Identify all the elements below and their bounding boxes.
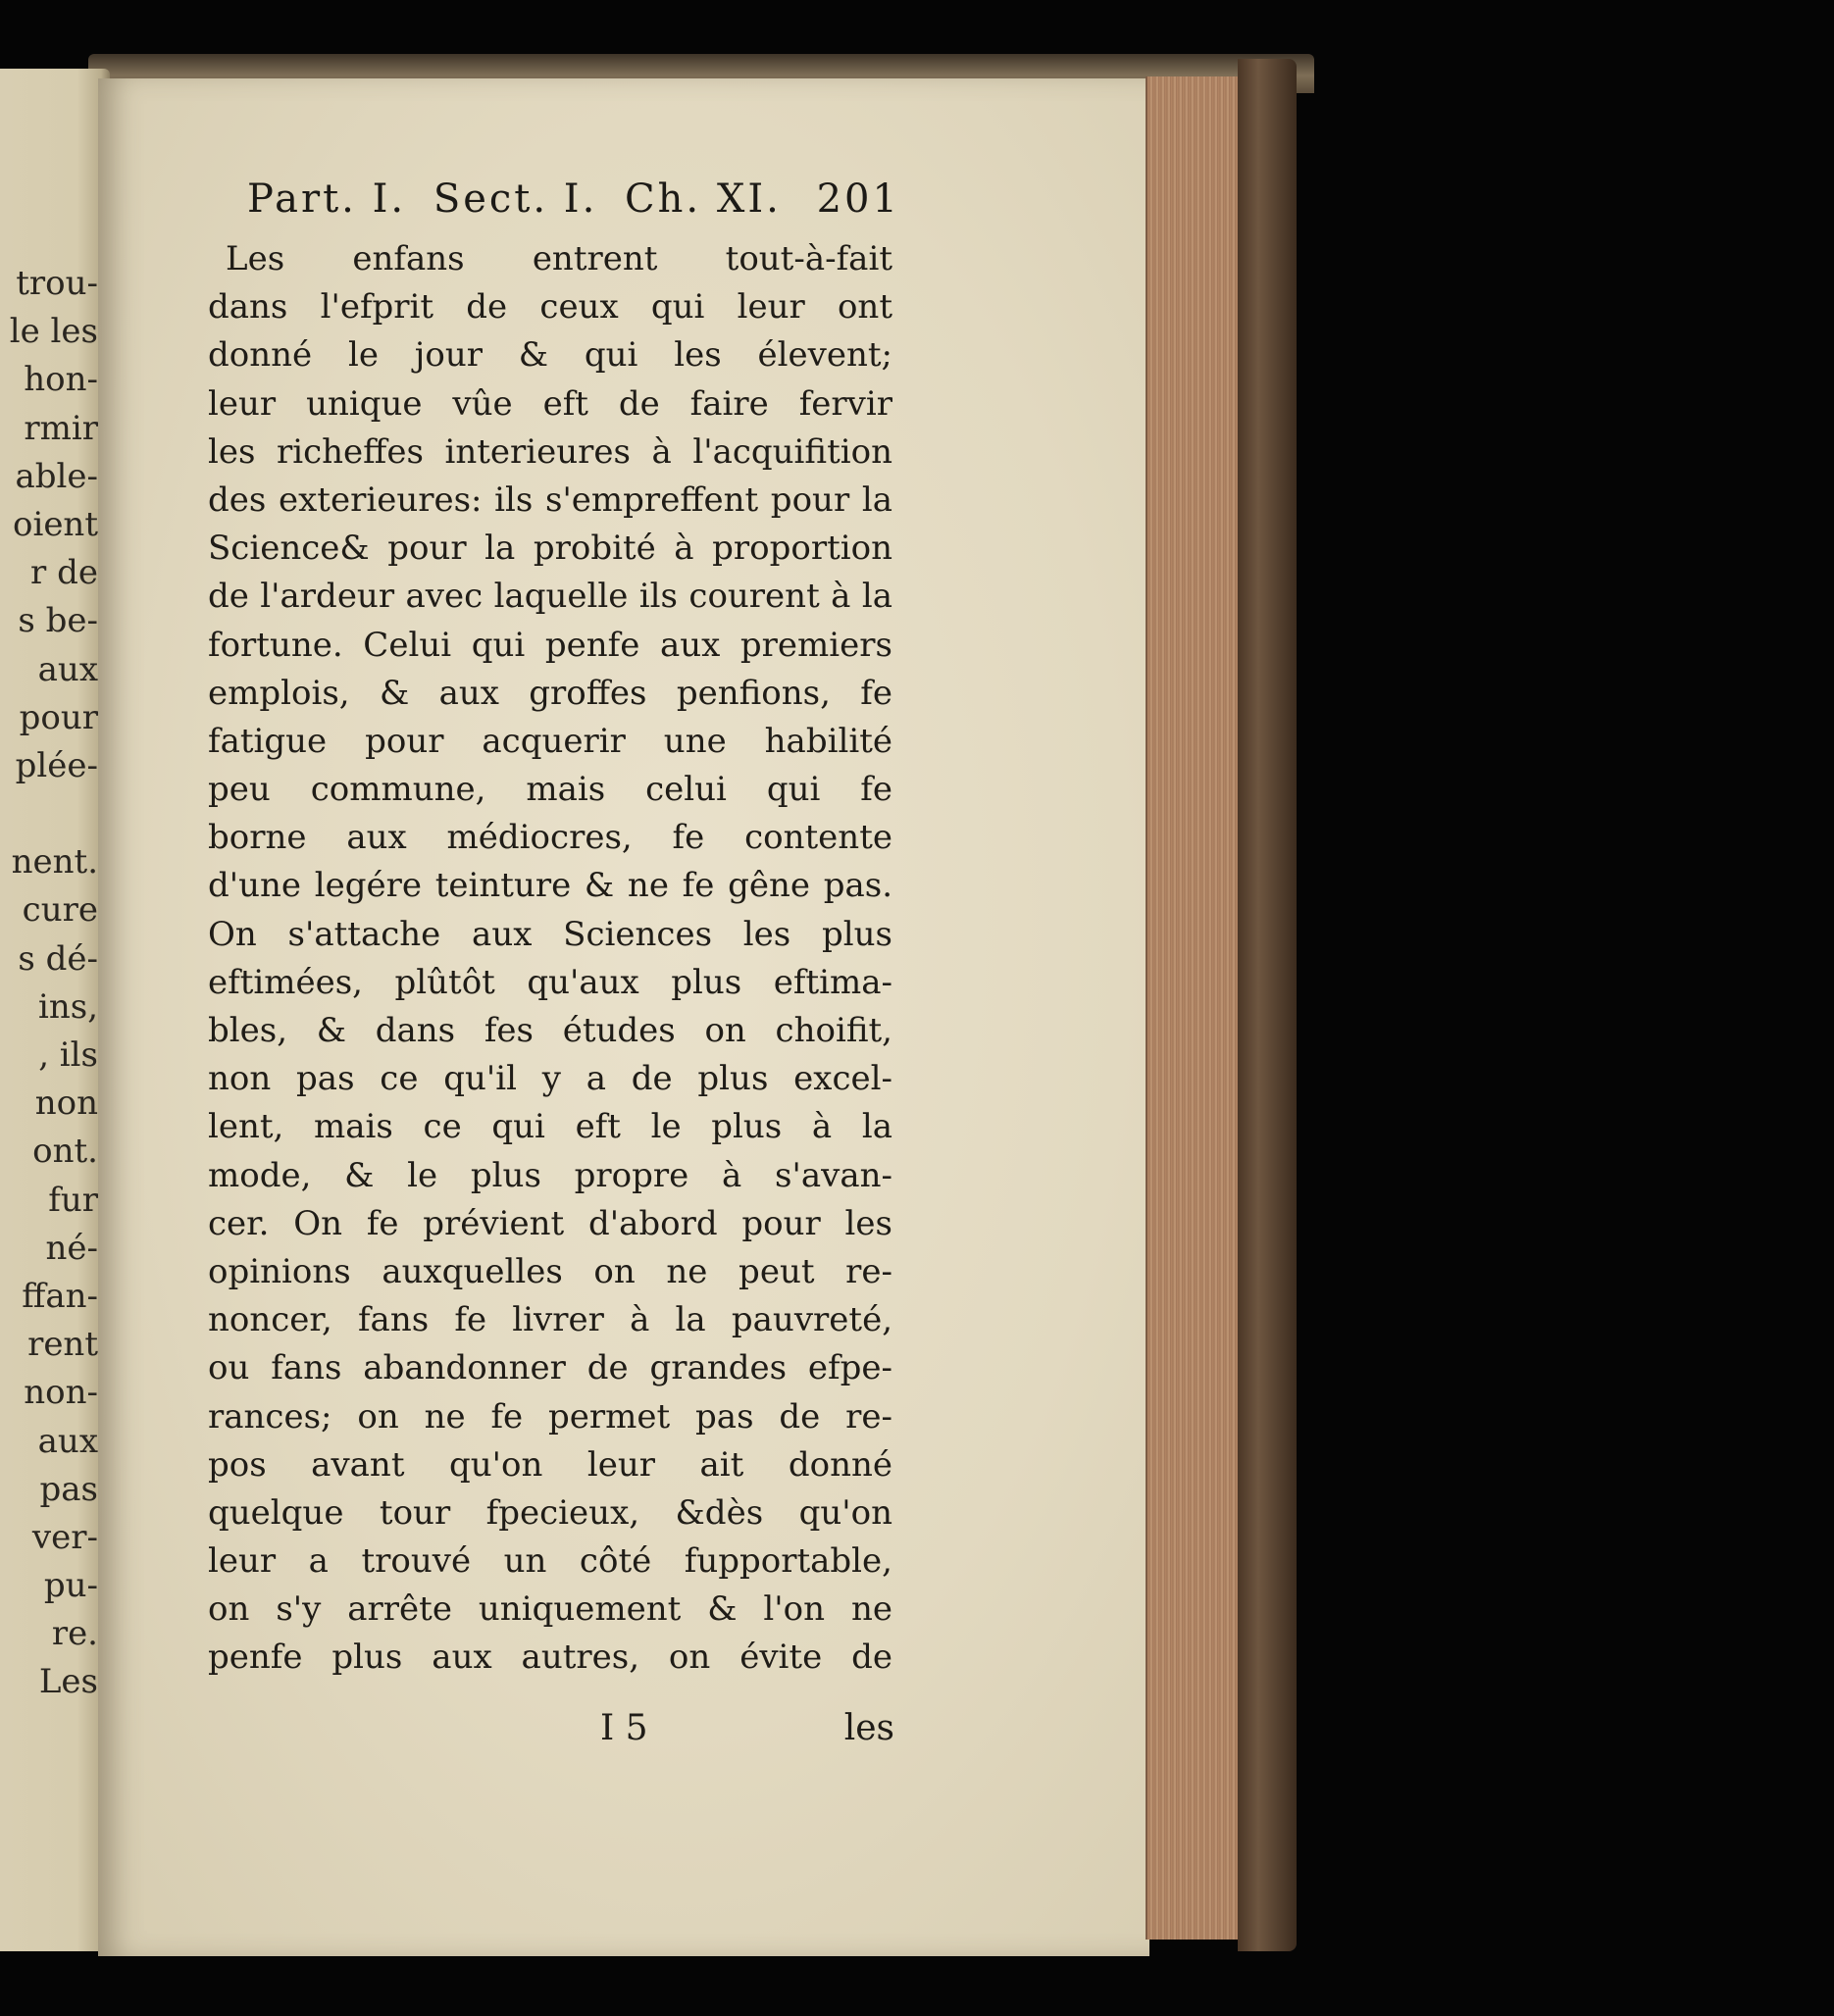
text-line: emplois, & aux groffes penfions, fe xyxy=(208,673,892,713)
text-line: eftimées, plûtôt qu'aux plus eftima- xyxy=(208,962,892,1002)
text-line: donné le jour & qui les élevent; xyxy=(208,335,892,376)
text-line: non pas ce qu'il y a de plus excel- xyxy=(208,1059,892,1099)
text-line: Science& pour la probité à proportion xyxy=(208,529,892,569)
left-line: le les xyxy=(9,312,98,352)
text-line: fortune. Celui qui penfe aux premiers xyxy=(208,625,892,665)
text-line: Les enfans entrent tout-à-fait xyxy=(226,239,892,278)
text-line: bles, & dans fes études on choifit, xyxy=(208,1011,892,1050)
left-line: rent xyxy=(27,1325,98,1365)
running-head-part: Part. I. xyxy=(247,176,407,222)
text-line: mode, & le plus propre à s'avan- xyxy=(208,1155,892,1195)
text-line: lent, mais ce qui eft le plus à la xyxy=(208,1107,892,1147)
left-line: hon- xyxy=(24,360,98,400)
text-line: de l'ardeur avec laquelle ils courent à la xyxy=(208,577,892,617)
left-line: able- xyxy=(15,456,98,496)
page-fore-edge xyxy=(1146,76,1241,1940)
page-body xyxy=(208,235,892,1683)
left-line: re. xyxy=(51,1614,98,1654)
running-head xyxy=(247,176,900,222)
text-line: opinions auxquelles on ne peut re- xyxy=(208,1251,892,1291)
left-line: ins, xyxy=(37,986,98,1027)
left-line: aux xyxy=(37,649,98,689)
left-line: non xyxy=(34,1084,98,1124)
text-line: quelque tour fpecieux, &dès qu'on xyxy=(208,1492,892,1533)
text-line: leur a trouvé un côté fupportable, xyxy=(208,1541,892,1582)
text-line: on s'y arrête uniquement & l'on ne xyxy=(208,1589,892,1630)
cover-edge xyxy=(1238,59,1297,1951)
left-line: r de xyxy=(30,553,98,593)
left-line: fur xyxy=(48,1180,98,1220)
left-line: , ils xyxy=(38,1035,98,1075)
text-line: On s'attache aux Sciences les plus xyxy=(208,914,892,954)
left-line: s dé- xyxy=(18,938,98,979)
left-line: plée- xyxy=(15,745,98,785)
page-number: 201 xyxy=(816,176,900,222)
text-line: cer. On fe prévient d'abord pour les xyxy=(208,1203,892,1243)
text-line: leur unique vûe eft de faire fervir xyxy=(208,383,892,424)
left-line: ffan- xyxy=(22,1276,98,1316)
left-line: nent. xyxy=(11,842,98,882)
catchword: les xyxy=(843,1708,894,1748)
text-line: dans l'efprit de ceux qui leur ont xyxy=(208,287,892,328)
left-line: ver- xyxy=(31,1517,98,1557)
text-line: d'une legére teinture & ne fe gêne pas. xyxy=(208,866,892,906)
text-line: noncer, fans fe livrer à la pauvreté, xyxy=(208,1300,892,1340)
running-head-chapter: Ch. XI. xyxy=(625,176,782,222)
left-line: aux xyxy=(37,1421,98,1461)
left-page xyxy=(0,69,110,1951)
text-line: fatigue pour acquerir une habilité xyxy=(208,721,892,761)
left-line: s be- xyxy=(18,601,98,641)
text-line: penfe plus aux autres, on évite de xyxy=(208,1638,892,1678)
text-line: les richeffes interieures à l'acquifition xyxy=(208,431,892,472)
left-line: pas xyxy=(39,1469,98,1509)
left-line: Les xyxy=(38,1662,98,1702)
text-line: des exterieures: ils s'empreffent pour la xyxy=(208,479,892,520)
left-line xyxy=(0,790,98,838)
left-line: oient xyxy=(12,504,98,544)
left-line: non- xyxy=(24,1373,98,1413)
left-line: trou- xyxy=(16,264,98,303)
left-line: ont. xyxy=(32,1132,98,1172)
text-line: rances; on ne fe permet pas de re- xyxy=(208,1396,892,1436)
left-line: pu- xyxy=(43,1566,98,1606)
left-line: cure xyxy=(22,890,98,931)
text-line: borne aux médiocres, fe contente xyxy=(208,818,892,858)
left-line: né- xyxy=(45,1228,98,1268)
text-line: peu commune, mais celui qui fe xyxy=(208,770,892,810)
left-page-text xyxy=(0,260,98,1707)
text-line: pos avant qu'on leur ait donné xyxy=(208,1444,892,1485)
text-line: ou fans abandonner de grandes efpe- xyxy=(208,1348,892,1388)
left-line: rmir xyxy=(24,408,98,448)
signature-mark: I 5 xyxy=(600,1708,648,1748)
running-head-section: Sect. I. xyxy=(433,176,598,222)
left-line: pour xyxy=(19,697,98,737)
